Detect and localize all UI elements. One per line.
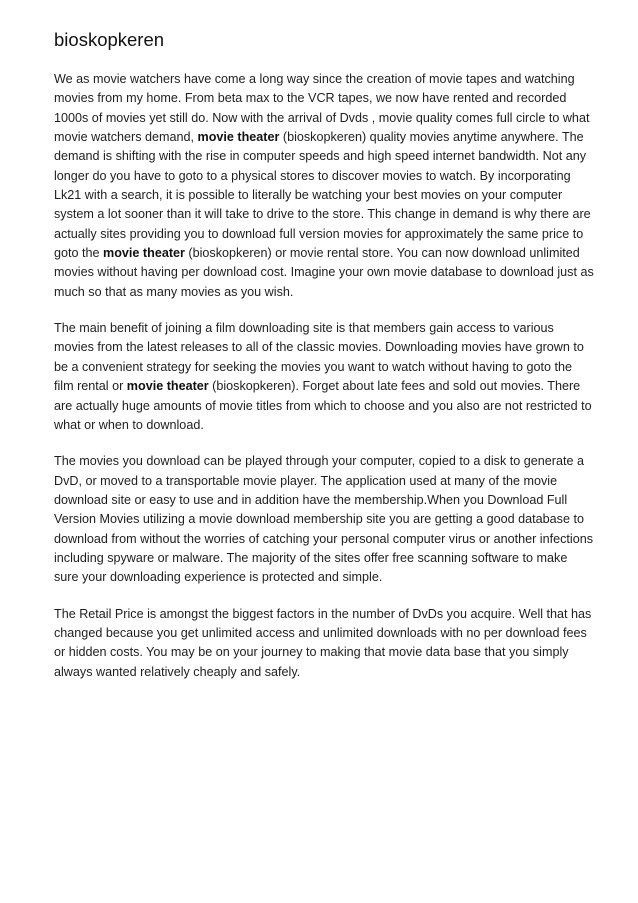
bold-phrase: movie theater: [126, 379, 209, 394]
paragraph-3: [54, 452, 594, 587]
paragraph-2: [54, 319, 594, 435]
bold-phrase: movie theater: [197, 130, 280, 145]
paragraph-text: The Retail Price is amongst the biggest factors in the number of DvDs you acquire. Well that has changed because you get unlimited access and unlimited downloads with no per download fees or hidden costs. You may be on your journey to making that movie data base that you simply always wanted relatively cheaply and safely.: [54, 606, 592, 679]
paragraph-1: [54, 70, 594, 302]
paragraph-text: The main benefit of joining a film downloading site is that members gain access to various movies from the latest releases to all of the classic movies. Downloading movies have grown to be a convenient strategy for seeking the movies you want to watch without having to goto the film rental or: [54, 321, 584, 394]
bold-phrase: movie theater: [103, 246, 185, 261]
paragraph-text: The movies you download can be played through your computer, copied to a disk to generate a DvD, or moved to a transportable movie player. The application used at many of the movie download site or easy to use and in addition have the membership.When you Download Full Version Movies utilizing a movie download membership site you are getting a good database to download from without the worries of catching your personal computer virus or another infections including spyware or malware. The majority of the sites offer free scanning software to make sure your downloading experience is protected and simple.: [54, 454, 594, 585]
paragraph-text: We as movie watchers have come a long way since the creation of movie tapes and watching movies from my home. From beta max to the VCR tapes, we now have rented and recorded 1000s of movies yet still do. Now with the arrival of Dvds , movie quality comes full circle to what movie watchers demand,: [54, 72, 590, 145]
paragraph-text: (bioskopkeren) quality movies anytime anywhere. The demand is shifting with the rise in computer speeds and high speed internet bandwidth. Not any longer do you have to goto to a physical stores to discover movies to watch. By incorporating Lk21 with a search, it is possible to literally be watching your best movies on your computer system a lot sooner than it will take to drive to the store. This change in demand is why there are actually sites providing you to download full version movies for approximately the same price to goto the: [54, 130, 591, 261]
paragraph-4: [54, 605, 594, 682]
paragraph-text: (bioskopkeren) or movie rental store. You can now download unlimited movies without having per download cost. Imagine your own movie database to download just as much so that as many movies as you wish.: [54, 246, 594, 299]
document-title: bioskopkeren: [54, 29, 165, 50]
paragraph-text: (bioskopkeren). Forget about late fees and sold out movies. There are actually huge amounts of movie titles from which to choose and you also are not restricted to what or when to download.: [54, 379, 592, 432]
document-page: [54, 28, 594, 699]
